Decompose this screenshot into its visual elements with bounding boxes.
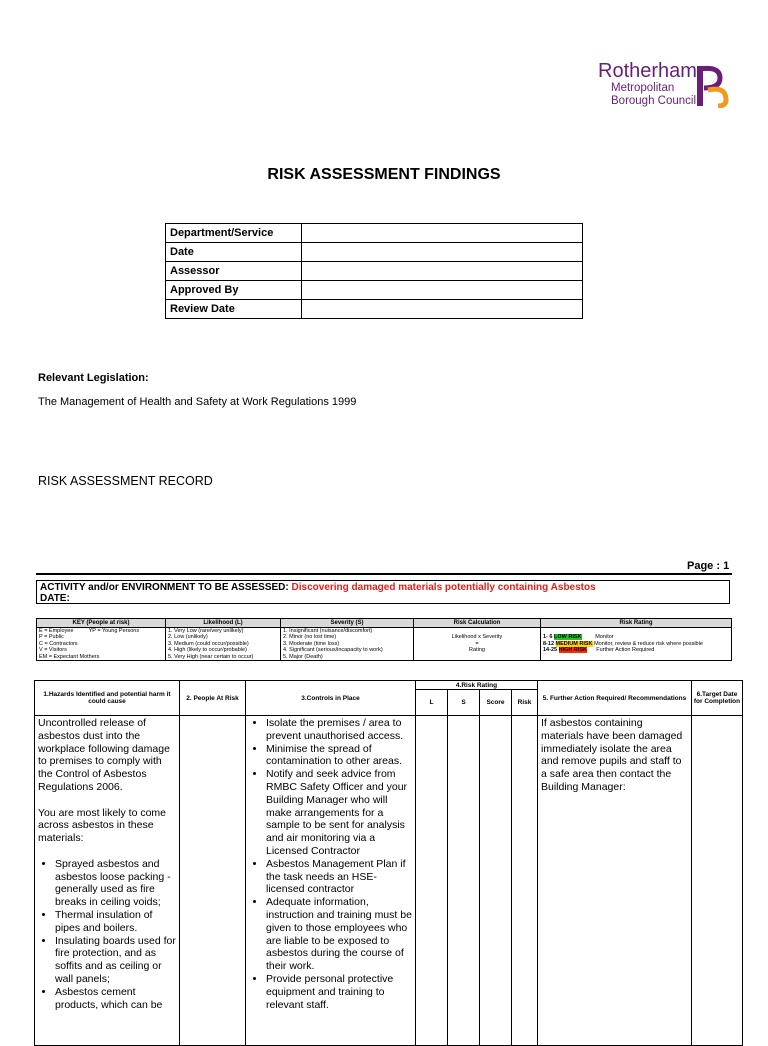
key-rating-row <box>543 647 729 653</box>
key-severity-item: 3. Moderate (time loss) <box>283 640 340 647</box>
header-controls: 3.Controls in Place <box>246 681 416 716</box>
info-value[interactable] <box>302 300 583 319</box>
score-cell[interactable] <box>480 716 512 1046</box>
severity-cell[interactable] <box>448 716 480 1046</box>
list-item: • Sprayed asbestos and asbestos loose packing - generally used as fire breaks in ceiling voids; <box>55 858 176 909</box>
info-row <box>166 262 583 281</box>
people-at-risk-cell[interactable] <box>180 716 246 1046</box>
rating-action: Further Action Required <box>596 647 655 654</box>
activity-date-label: DATE: <box>40 593 70 604</box>
list-item: • Provide personal protective equipment and training to relevant staff. <box>266 973 412 1011</box>
key-people-item: EM = Expectant Mothers <box>39 653 100 660</box>
activity-value: Discovering damaged materials potentially containing Asbestos <box>291 582 596 593</box>
page-title: RISK ASSESSMENT FINDINGS <box>267 166 501 183</box>
likelihood-cell[interactable] <box>416 716 448 1046</box>
record-heading: RISK ASSESSMENT RECORD <box>38 474 213 488</box>
key-severity-item: 4. Significant (serious/incapacity to work) <box>283 647 383 654</box>
hazard-intro: Uncontrolled release of asbestos dust into the workplace following damage to premises to comply with the Control of Asbestos Regulations 2006. <box>38 717 170 793</box>
high-risk-badge: HIGH RISK <box>558 647 588 654</box>
logo-line-1: Rotherham <box>598 60 697 82</box>
info-value[interactable] <box>302 224 583 243</box>
list-item: • Notify and seek advice from RMBC Safety Officer and your Building Manager who will make arrangements for a sample to be sent for analysis and air monitoring via a Licensed Contractor <box>266 768 412 858</box>
legislation-heading: Relevant Legislation: <box>38 372 149 384</box>
rating-range: 14-25 <box>543 647 558 654</box>
rating-range: 1- 6 <box>543 634 553 641</box>
divider <box>36 573 732 575</box>
legislation-text: The Management of Health and Safety at Work Regulations 1999 <box>38 396 357 408</box>
info-label: Assessor <box>166 262 302 281</box>
key-rating-cell <box>541 628 732 661</box>
key-header-calculation: Risk Calculation <box>414 619 541 628</box>
key-likelihood-item: 5. Very High (near certain to occur) <box>168 653 254 660</box>
key-likelihood-item: 3. Medium (could occur/possible) <box>168 640 249 647</box>
logo-line-3: Borough Council <box>611 95 697 107</box>
logo-r-mark-icon <box>696 64 730 108</box>
assessment-info-table <box>165 223 583 319</box>
controls-cell[interactable] <box>246 716 416 1046</box>
key-likelihood-item: 2. Low (unlikely) <box>168 634 208 641</box>
list-item: • Adequate information, instruction and training must be given to those employees who are liable to be exposed to asbestos during the course of their work. <box>266 896 412 973</box>
list-item: • Minimise the spread of contamination to other areas. <box>266 743 412 769</box>
info-label: Date <box>166 243 302 262</box>
key-people-item: P = Public <box>39 634 64 641</box>
rating-action: Monitor <box>595 634 614 641</box>
key-severity-item: 1. Insignificant (nuisance/discomfort) <box>283 628 373 634</box>
list-item: • Insulating boards used for fire protection, and as soffits and as ceiling or wall panels; <box>55 935 176 986</box>
header-people-at-risk: 2. People At Risk <box>180 681 246 716</box>
activity-label: ACTIVITY and/or ENVIRONMENT TO BE ASSESSED: <box>40 582 289 593</box>
key-people-item: V = Visitors <box>39 647 67 654</box>
key-severity-item: 2. Minor (no lost time) <box>283 634 337 641</box>
key-severity-item: 5. Major (Death) <box>283 653 323 660</box>
council-logo <box>596 60 736 110</box>
risk-cell[interactable] <box>512 716 538 1046</box>
target-date-cell[interactable] <box>692 716 743 1046</box>
key-likelihood-item: 1. Very Low (rare/very unlikely) <box>168 628 244 634</box>
header-further-action: 5. Further Action Required/ Recommendations <box>538 681 692 716</box>
medium-risk-badge: MEDIUM RISK <box>555 640 593 647</box>
key-calculation-line: Likelihood x Severity <box>451 634 503 641</box>
list-item: • Isolate the premises / area to prevent unauthorised access. <box>266 717 412 743</box>
hazard-list <box>38 858 176 1012</box>
header-severity: S <box>448 690 480 716</box>
header-target-date: 6.Target Date for Completion <box>692 681 743 716</box>
key-header-rating: Risk Rating <box>541 619 732 628</box>
list-item: • Asbestos cement products, which can be <box>55 986 176 1012</box>
hazard-likely: You are most likely to come across asbestos in these materials: <box>38 806 167 845</box>
header-score: Score <box>480 690 512 716</box>
info-label: Review Date <box>166 300 302 319</box>
further-action-text: If asbestos containing materials have been damaged immediately isolate the area and remove pupils and staff to a safe area then contact the Building Manager: <box>541 717 683 793</box>
header-risk-rating: 4.Risk Rating <box>416 681 538 690</box>
further-action-cell[interactable] <box>538 716 692 1046</box>
info-value[interactable] <box>302 281 583 300</box>
risk-key-table <box>36 618 732 661</box>
key-likelihood-cell <box>166 628 281 661</box>
info-row <box>166 243 583 262</box>
info-value[interactable] <box>302 262 583 281</box>
rating-range: 8-12 <box>543 640 555 647</box>
key-header-people: KEY (People at risk) <box>37 619 166 628</box>
page-number: Page : 1 <box>687 560 730 572</box>
info-row <box>166 224 583 243</box>
key-header-likelihood: Likelihood (L) <box>166 619 281 628</box>
logo-line-2: Metropolitan <box>611 82 675 94</box>
low-risk-badge: LOW RISK <box>554 634 582 641</box>
key-people-item: C = Contractors <box>39 640 78 647</box>
info-row <box>166 281 583 300</box>
list-item: • Asbestos Management Plan if the task needs an HSE-licensed contractor <box>266 858 412 896</box>
controls-list <box>249 717 412 1011</box>
key-severity-cell <box>281 628 414 661</box>
rating-action: Monitor, review & reduce risk where possible <box>594 640 703 647</box>
key-people-item: E = Employee YP = Young Persons <box>39 628 140 634</box>
key-calculation-cell <box>414 628 541 661</box>
info-value[interactable] <box>302 243 583 262</box>
info-label: Department/Service <box>166 224 302 243</box>
header-hazards: 1.Hazards Identified and potential harm it could cause <box>35 681 180 716</box>
info-label: Approved By <box>166 281 302 300</box>
activity-box <box>36 580 730 604</box>
key-calculation-line: = <box>475 640 479 647</box>
key-likelihood-item: 4. High (likely to occur/probable) <box>168 647 247 654</box>
table-row <box>35 716 743 1046</box>
info-row <box>166 300 583 319</box>
key-calculation-line: Rating <box>469 647 485 654</box>
list-item: • Thermal insulation of pipes and boilers. <box>55 909 176 935</box>
header-risk: Risk <box>512 690 538 716</box>
key-people-cell <box>37 628 166 661</box>
hazards-cell[interactable] <box>35 716 180 1046</box>
header-likelihood: L <box>416 690 448 716</box>
key-header-severity: Severity (S) <box>281 619 414 628</box>
risk-record-table <box>34 680 743 1046</box>
